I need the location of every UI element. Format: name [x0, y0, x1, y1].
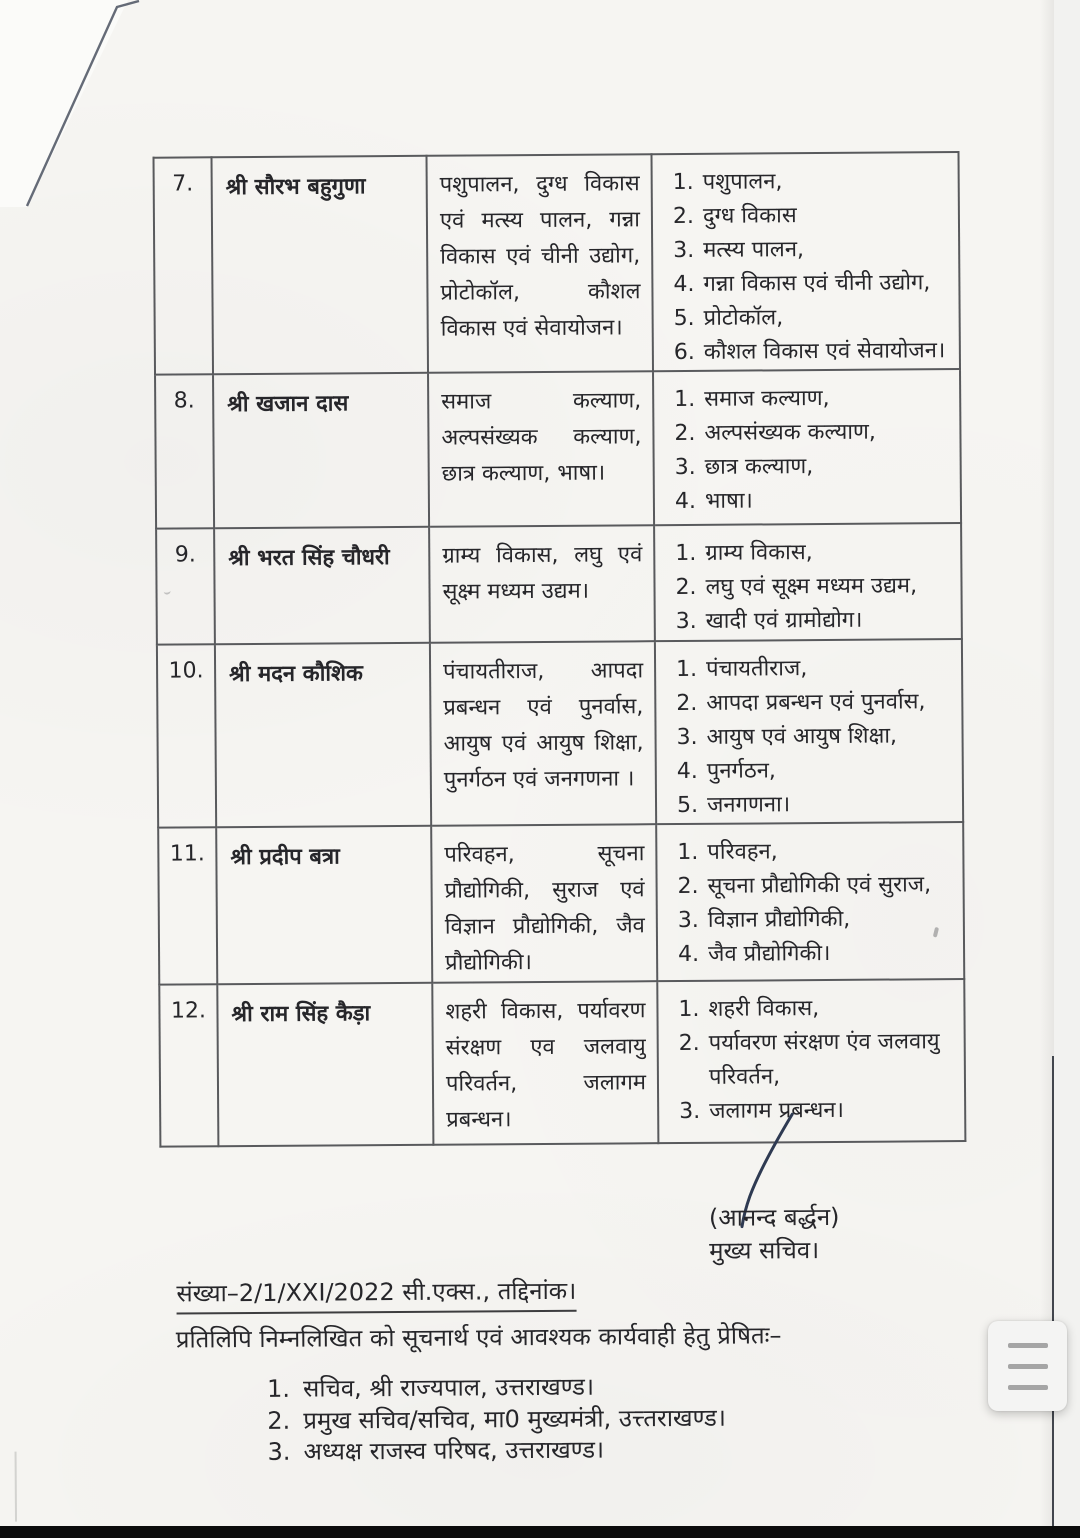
item-text: पंचायतीराज,	[706, 656, 808, 682]
item-number: 5.	[673, 305, 695, 332]
portfolio-summary-cell: समाज कल्याण, अल्पसंख्यक कल्याण, छात्र कल्याण, भाषा।	[428, 371, 654, 527]
item-text: पशुपालन,	[702, 169, 783, 195]
item-number: 3.	[267, 1437, 291, 1466]
portfolio-list-cell	[657, 979, 965, 1143]
serial-cell: 9.	[156, 528, 215, 644]
minister-name-cell: श्री खजान दास	[213, 373, 429, 528]
numbered-line	[679, 1093, 960, 1129]
item-text: शहरी विकास,	[708, 996, 820, 1022]
item-text: आयुष एवं आयुष शिक्षा,	[706, 723, 898, 750]
numbered-line	[673, 198, 954, 234]
minister-name-cell: श्री मदन कौशिक	[215, 643, 431, 827]
numbered-line	[267, 1402, 827, 1437]
item-text: छात्र कल्याण,	[704, 454, 814, 480]
item-text: दुग्ध विकास	[702, 203, 797, 229]
item-number: 3.	[674, 454, 696, 481]
scan-bottom-band	[0, 1526, 1080, 1538]
numbered-line	[679, 1025, 960, 1095]
item-text: गन्ना विकास एवं चीनी उद्योग,	[703, 270, 931, 297]
portfolio-list	[675, 535, 957, 639]
numbered-line	[677, 834, 958, 870]
item-text: परिवहन,	[707, 839, 778, 865]
item-text: कौशल विकास एवं सेवायोजन।	[703, 338, 946, 365]
minister-name-cell: श्री प्रदीप बत्रा	[216, 826, 432, 984]
minister-name-cell: श्री सौरभ बहुगुणा	[212, 156, 429, 374]
item-text: प्रमुख सचिव/सचिव, मा0 मुख्यमंत्री, उत्त्तराखण्ड।	[303, 1403, 727, 1435]
numbered-line	[675, 483, 956, 519]
item-number: 1.	[674, 386, 696, 413]
numbered-line	[674, 334, 955, 370]
numbered-line	[676, 651, 957, 687]
portfolio-table	[152, 151, 966, 1148]
item-text: अध्यक्ष राजस्व परिषद, उत्तराखण्ड।	[303, 1435, 605, 1466]
item-text: जैव प्रौद्योगिकी।	[707, 940, 831, 967]
portfolio-summary-cell: परिवहन, सूचना प्रौद्योगिकी, सुराज एवं विज्ञान प्रौद्योगिकी, जैव प्रौद्योगिकी।	[431, 824, 657, 983]
numbered-line	[674, 381, 955, 417]
numbered-line	[674, 415, 955, 451]
signatory-name: (आनन्द बर्द्धन)	[708, 1202, 840, 1232]
serial-cell: 10.	[157, 644, 216, 827]
table-row	[155, 369, 961, 529]
item-text: भाषा।	[704, 488, 753, 514]
recipients-list	[267, 1370, 828, 1468]
scan-edge-mark	[15, 1452, 17, 1522]
item-text: प्रोटोकॉल,	[703, 305, 784, 331]
numbered-line	[677, 753, 958, 789]
item-text: समाज कल्याण,	[704, 385, 830, 412]
serial-cell: 8.	[155, 374, 214, 528]
portfolio-list	[677, 834, 959, 972]
numbered-line	[676, 685, 957, 721]
signature-block	[709, 1201, 840, 1268]
portfolio-summary-cell: शहरी विकास, पर्यावरण संरक्षण एव जलवायु परिवर्तन, जलागम प्रबन्धन।	[432, 981, 658, 1145]
item-number: 4.	[673, 271, 695, 298]
table-row	[157, 639, 963, 828]
portfolio-list	[674, 381, 956, 519]
numbered-line	[678, 991, 959, 1027]
item-text: खादी एवं ग्रामोद्योग।	[705, 607, 863, 634]
item-number: 1.	[676, 656, 698, 683]
item-number: 1.	[677, 839, 699, 866]
numbered-line	[677, 868, 958, 904]
item-number: 2.	[672, 203, 695, 230]
numbered-line	[676, 603, 957, 639]
portfolio-summary-cell: ग्राम्य विकास, लघु एवं सूक्ष्म मध्यम उद्यम।	[429, 525, 655, 643]
outside-page-background	[1054, 0, 1080, 1538]
item-text: सूचना प्रौद्योगिकी एवं सुराज,	[707, 872, 932, 899]
numbered-line	[676, 719, 957, 755]
numbered-line	[673, 232, 954, 268]
hamburger-bar	[1008, 1364, 1048, 1369]
item-number: 6.	[673, 339, 695, 366]
item-number: 1.	[675, 540, 697, 567]
portfolio-list-cell	[655, 639, 963, 824]
numbered-line	[675, 449, 956, 485]
portfolio-summary-cell: पशुपालन, दुग्ध विकास एवं मत्स्य पालन, गन्ना विकास एवं चीनी उद्योग, प्रोटोकॉल, कौशल विकास एवं सेवायोजन।	[426, 154, 653, 373]
item-number: 1.	[672, 169, 694, 196]
portfolio-summary-cell: पंचायतीराज, आपदा प्रबन्धन एवं पुनर्वास, आयुष एवं आयुष शिक्षा, पुनर्गठन एवं जनगणना ।	[430, 641, 656, 826]
numbered-line	[673, 266, 954, 302]
table-row	[156, 523, 962, 645]
serial-cell: 7.	[154, 157, 214, 374]
item-text: लघु एवं सूक्ष्म मध्यम उद्यम,	[705, 573, 918, 600]
item-number: 1.	[678, 996, 700, 1023]
item-number: 2.	[678, 1030, 700, 1057]
item-number: 2.	[674, 420, 696, 447]
minister-name-cell: श्री भरत सिंह चौधरी	[214, 527, 430, 644]
reference-number-line: संख्या–2/1/XXI/2022 सी.एक्स., तद्दिनांक।	[176, 1274, 576, 1315]
table-row	[154, 152, 960, 375]
numbered-line	[678, 902, 959, 938]
item-number: 3.	[677, 907, 699, 934]
portfolio-table-body	[154, 152, 966, 1147]
item-text: ग्राम्य विकास,	[705, 540, 813, 566]
numbered-line	[267, 1370, 827, 1405]
item-text: सचिव, श्री राज्यपाल, उत्तराखण्ड।	[303, 1372, 595, 1403]
portfolio-list	[673, 164, 955, 370]
hamburger-bar	[1008, 1343, 1048, 1348]
numbered-line	[677, 787, 958, 823]
item-text: जलागम प्रबन्धन।	[709, 1097, 844, 1124]
minister-name-cell: श्री राम सिंह कैड़ा	[217, 983, 433, 1146]
item-text: पर्यावरण संरक्षण एंव जलवायु परिवर्तन,	[708, 1029, 940, 1090]
table-row	[159, 979, 965, 1147]
table-row	[158, 822, 964, 985]
item-number: 3.	[673, 237, 695, 264]
numbered-line	[674, 300, 955, 336]
numbered-line	[678, 936, 959, 972]
item-text: अल्पसंख्यक कल्याण,	[704, 419, 876, 446]
item-text: आपदा प्रबन्धन एवं पुनर्वास,	[706, 689, 926, 716]
item-number: 5.	[676, 792, 699, 819]
item-number: 2.	[677, 873, 699, 900]
page-edge-line	[1052, 1056, 1054, 1530]
item-number: 3.	[675, 608, 697, 635]
item-number: 3.	[679, 1098, 701, 1125]
item-number: 2.	[676, 690, 698, 717]
portfolio-list-cell	[656, 822, 964, 981]
item-text: जनगणना।	[706, 792, 791, 818]
item-number: 2.	[675, 574, 697, 601]
menu-button[interactable]	[988, 1321, 1067, 1411]
hamburger-bar	[1008, 1385, 1048, 1390]
item-number: 1.	[267, 1374, 291, 1403]
numbered-line	[673, 164, 954, 200]
portfolio-list	[678, 991, 960, 1129]
signatory-title: मुख्य सचिव।	[709, 1236, 820, 1265]
portfolio-list-cell	[654, 523, 962, 641]
portfolio-list-cell	[653, 369, 961, 525]
hamburger-menu-icon	[1008, 1343, 1048, 1390]
serial-cell: 12.	[159, 984, 218, 1146]
item-number: 4.	[676, 758, 698, 785]
item-number: 4.	[674, 488, 697, 515]
item-text: विज्ञान प्रौद्योगिकी,	[707, 906, 851, 933]
numbered-line	[267, 1433, 827, 1468]
item-number: 2.	[267, 1406, 291, 1435]
numbered-line	[675, 569, 956, 605]
copy-forwarding-note: प्रतिलिपि निम्नलिखित को सूचनार्थ एवं आवश्यक कार्यवाही हेतु प्रेषितः–	[175, 1321, 782, 1354]
item-text: पुनर्गठन,	[706, 758, 776, 784]
numbered-line	[675, 535, 956, 571]
serial-cell: 11.	[158, 827, 217, 984]
item-number: 4.	[677, 941, 700, 968]
portfolio-list-cell	[651, 152, 960, 371]
item-text: मत्स्य पालन,	[703, 237, 805, 263]
portfolio-list	[676, 651, 958, 823]
item-number: 3.	[676, 724, 698, 751]
